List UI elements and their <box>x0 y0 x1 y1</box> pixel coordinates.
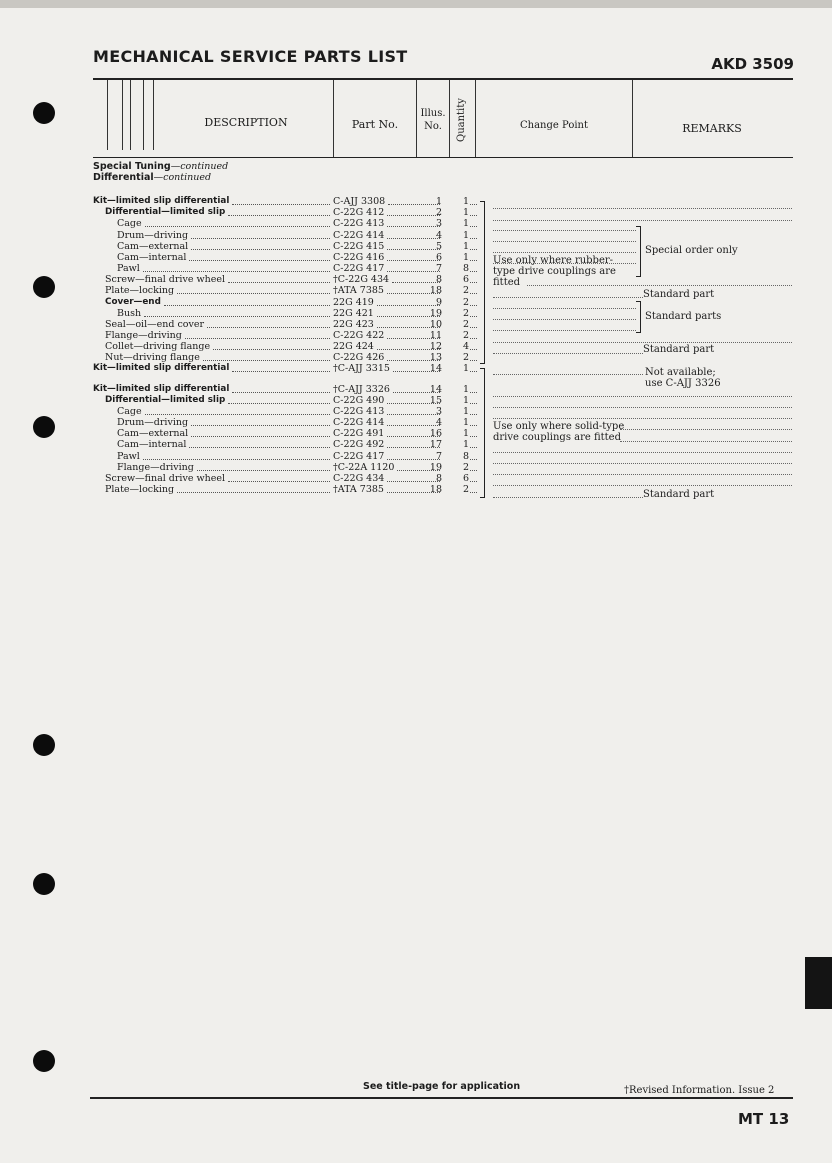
leader-dots <box>470 305 477 306</box>
illustration-number: 14 <box>429 363 442 374</box>
header-top-rule <box>93 78 793 80</box>
change-point-leader <box>493 220 792 221</box>
group-bracket <box>480 368 485 498</box>
change-point-leader <box>493 308 636 309</box>
part-description: Plate—locking <box>105 484 175 495</box>
leader-dots <box>232 371 330 372</box>
part-description: Cover—end <box>105 297 161 307</box>
part-number: 22G 424 <box>333 341 374 352</box>
part-description: Cage <box>117 406 142 417</box>
leader-dots <box>213 349 330 350</box>
change-point-leader <box>493 241 636 242</box>
part-description: Cam—internal <box>117 252 187 263</box>
leader-dots <box>144 316 330 317</box>
part-number: †ATA 7385 <box>333 484 384 495</box>
illustration-number: 8 <box>435 473 442 484</box>
part-description: Differential—limited slip <box>105 395 226 405</box>
leader-dots <box>145 414 330 415</box>
footer-revised-note: †Revised Information. Issue 2 <box>624 1085 775 1096</box>
leader-dots <box>191 249 330 250</box>
leader-dots <box>470 436 477 437</box>
change-point-text: Use only where solid-type <box>493 421 625 432</box>
remark-standard-parts: Standard parts <box>645 311 722 322</box>
illustration-number: 10 <box>429 319 442 330</box>
leader-dots <box>191 238 330 239</box>
column-rule <box>449 80 450 157</box>
change-point-leader <box>493 330 636 331</box>
illustration-number: 9 <box>435 297 442 308</box>
leader-dots <box>177 492 330 493</box>
subsection-title: Differential <box>93 172 154 183</box>
leader-dots <box>228 282 330 283</box>
leader-dots <box>177 293 330 294</box>
quantity: 2 <box>462 462 469 473</box>
header-bottom-rule <box>93 157 793 158</box>
part-description: Flange—driving <box>117 462 194 473</box>
page-number: MT 13 <box>738 1110 790 1128</box>
leader-dots <box>232 392 330 393</box>
part-number: †ATA 7385 <box>333 285 384 296</box>
part-number: 22G 421 <box>333 308 374 319</box>
part-number: 22G 419 <box>333 297 374 308</box>
illustration-number: 3 <box>435 218 442 229</box>
part-number: C-22G 412 <box>333 207 385 218</box>
leader-dots <box>470 238 477 239</box>
part-description: Kit—limited slip differential <box>93 196 230 206</box>
quantity: 6 <box>462 473 469 484</box>
leader-dots <box>232 204 330 205</box>
leader-dots <box>191 425 330 426</box>
change-point-text: Use only where rubber- <box>493 255 614 266</box>
part-number: C-22G 490 <box>333 395 385 406</box>
part-description: Plate—locking <box>105 285 175 296</box>
quantity: 4 <box>462 341 469 352</box>
table-row <box>0 330 832 341</box>
illustration-number: 19 <box>429 462 442 473</box>
change-point-text: fitted <box>493 277 521 288</box>
change-point-leader <box>493 407 792 408</box>
leader-dots <box>470 403 477 404</box>
remark-special-order: Special order only <box>645 245 738 256</box>
illustration-number: 7 <box>435 451 442 462</box>
col-header-description: DESCRIPTION <box>204 116 288 129</box>
part-number: †C-AJJ 3326 <box>333 384 390 395</box>
leader-dots <box>143 271 330 272</box>
part-description: Kit—limited slip differential <box>93 384 230 394</box>
leader-dots <box>228 481 330 482</box>
quantity: 1 <box>462 207 469 218</box>
column-rule <box>153 80 154 150</box>
part-description: Drum—driving <box>117 230 189 241</box>
change-point-leader <box>493 342 792 343</box>
quantity: 1 <box>462 196 469 207</box>
table-row <box>0 274 832 285</box>
leader-dots <box>470 447 477 448</box>
part-number: C-22G 417 <box>333 451 385 462</box>
part-description: Seal—oil—end cover <box>105 319 205 330</box>
leader-dots <box>470 215 477 216</box>
part-number: 22G 423 <box>333 319 374 330</box>
illustration-number: 4 <box>435 230 442 241</box>
change-point-leader <box>493 208 792 209</box>
illustration-number: 6 <box>435 252 442 263</box>
leader-dots <box>143 459 330 460</box>
change-point-text: type drive couplings are <box>493 266 616 277</box>
page-title: MECHANICAL SERVICE PARTS LIST <box>93 47 408 66</box>
part-description: Flange—driving <box>105 330 182 341</box>
column-rule <box>130 80 131 150</box>
change-point-leader <box>493 319 636 320</box>
quantity: 8 <box>462 263 469 274</box>
section-heading <box>93 161 228 172</box>
page-top-edge <box>0 0 832 8</box>
leader-dots <box>203 360 330 361</box>
quantity: 2 <box>462 319 469 330</box>
col-header-part-no: Part No. <box>351 118 399 131</box>
part-number: C-22G 422 <box>333 330 385 341</box>
illustration-number: 8 <box>435 274 442 285</box>
leader-dots <box>470 249 477 250</box>
illustration-number: 13 <box>429 352 442 363</box>
change-point-leader <box>493 396 792 397</box>
quantity: 8 <box>462 451 469 462</box>
quantity: 1 <box>462 395 469 406</box>
part-number: C-AJJ 3308 <box>333 196 386 207</box>
part-number: C-22G 414 <box>333 230 385 241</box>
remark-standard-part: Standard part <box>643 289 715 300</box>
quantity: 1 <box>462 218 469 229</box>
subsection-continued: —continued <box>153 172 212 183</box>
leader-dots <box>207 327 330 328</box>
part-number: C-22G 416 <box>333 252 385 263</box>
quantity: 1 <box>462 252 469 263</box>
quantity: 2 <box>462 285 469 296</box>
leader-dots <box>470 349 477 350</box>
illustration-number: 12 <box>429 341 442 352</box>
quantity: 1 <box>462 384 469 395</box>
remarks-bracket <box>636 226 641 277</box>
remark-standard-part: Standard part <box>643 489 715 500</box>
quantity: 6 <box>462 274 469 285</box>
leader-dots <box>191 436 330 437</box>
illustration-number: 1 <box>435 196 442 207</box>
change-point-leader <box>620 441 792 442</box>
part-description: Bush <box>117 308 142 319</box>
quantity: 1 <box>462 417 469 428</box>
part-number: C-22G 426 <box>333 352 385 363</box>
change-point-leader <box>620 429 792 430</box>
leader-dots <box>197 470 330 471</box>
binder-hole <box>33 873 55 895</box>
table-row <box>0 230 832 241</box>
part-description: Cam—internal <box>117 439 187 450</box>
footer-rule <box>90 1097 793 1099</box>
illustration-number: 14 <box>429 384 442 395</box>
leader-dots <box>470 470 477 471</box>
part-description: Screw—final drive wheel <box>105 274 226 285</box>
table-row <box>0 263 832 274</box>
leader-dots <box>470 226 477 227</box>
illustration-number: 15 <box>429 395 442 406</box>
column-rule <box>143 80 144 150</box>
leader-dots <box>470 293 477 294</box>
part-number: C-22G 415 <box>333 241 385 252</box>
part-description: Pawl <box>117 263 140 274</box>
part-description: Collet—driving flange <box>105 341 211 352</box>
column-rule <box>107 80 108 150</box>
remarks-bracket <box>636 301 641 333</box>
group-bracket <box>480 201 485 364</box>
change-point-leader <box>493 452 792 453</box>
part-description: Cage <box>117 218 142 229</box>
leader-dots <box>470 392 477 393</box>
leader-dots <box>189 260 330 261</box>
illustration-number: 16 <box>429 428 442 439</box>
change-point-leader <box>493 497 643 498</box>
leader-dots <box>470 338 477 339</box>
leader-dots <box>470 414 477 415</box>
part-number: C-22G 491 <box>333 428 385 439</box>
illustration-number: 18 <box>429 285 442 296</box>
remark-not-available: Not available; <box>645 367 716 378</box>
change-point-leader <box>493 252 636 253</box>
part-number: †C-22A 1120 <box>333 462 395 473</box>
quantity: 1 <box>462 439 469 450</box>
subsection-heading <box>93 172 211 183</box>
leader-dots <box>470 425 477 426</box>
part-description: Nut—driving flange <box>105 352 200 363</box>
part-description: Cam—external <box>117 428 189 439</box>
part-description: Differential—limited slip <box>105 207 226 217</box>
illustration-number: 11 <box>429 330 442 341</box>
leader-dots <box>228 403 330 404</box>
illustration-number: 17 <box>429 439 442 450</box>
part-description: Cam—external <box>117 241 189 252</box>
footer-application-note: See title-page for application <box>363 1081 521 1092</box>
part-description: Screw—final drive wheel <box>105 473 226 484</box>
change-point-leader <box>493 474 792 475</box>
illustration-number: 2 <box>435 207 442 218</box>
leader-dots <box>164 305 330 306</box>
part-number: C-22G 413 <box>333 406 385 417</box>
illustration-number: 7 <box>435 263 442 274</box>
leader-dots <box>470 271 477 272</box>
binder-hole <box>33 102 55 124</box>
column-rule <box>632 80 633 157</box>
leader-dots <box>228 215 330 216</box>
part-description: Kit—limited slip differential <box>93 363 230 373</box>
leader-dots <box>470 371 477 372</box>
leader-dots <box>470 260 477 261</box>
thumb-index-tab <box>805 957 832 1009</box>
binder-hole <box>33 1050 55 1072</box>
change-point-leader <box>493 485 792 486</box>
column-rule <box>475 80 476 157</box>
change-point-leader <box>493 297 643 298</box>
leader-dots <box>145 226 330 227</box>
binder-hole <box>33 734 55 756</box>
leader-dots <box>470 492 477 493</box>
quantity: 1 <box>462 406 469 417</box>
quantity: 1 <box>462 241 469 252</box>
quantity: 1 <box>462 428 469 439</box>
col-header-remarks: REMARKS <box>682 122 742 135</box>
leader-dots <box>470 327 477 328</box>
col-header-illus-1: Illus. <box>420 108 446 119</box>
quantity: 2 <box>462 330 469 341</box>
part-number: C-22G 492 <box>333 439 385 450</box>
change-point-leader <box>493 230 636 231</box>
leader-dots <box>470 481 477 482</box>
change-point-leader <box>493 374 643 375</box>
part-number: †C-AJJ 3315 <box>333 363 390 374</box>
quantity: 2 <box>462 484 469 495</box>
leader-dots <box>470 360 477 361</box>
change-point-leader <box>493 463 792 464</box>
part-number: C-22G 434 <box>333 473 385 484</box>
part-number: †C-22G 434 <box>333 274 390 285</box>
illustration-number: 5 <box>435 241 442 252</box>
change-point-leader <box>493 418 792 419</box>
quantity: 2 <box>462 308 469 319</box>
part-number: C-22G 414 <box>333 417 385 428</box>
illustration-number: 19 <box>429 308 442 319</box>
part-description: Drum—driving <box>117 417 189 428</box>
section-title: Special Tuning <box>93 161 171 172</box>
leader-dots <box>185 338 330 339</box>
change-point-leader <box>493 353 643 354</box>
leader-dots <box>470 282 477 283</box>
illustration-number: 18 <box>429 484 442 495</box>
col-header-quantity: Quantity <box>456 98 467 142</box>
col-header-change-point: Change Point <box>520 120 588 131</box>
remark-use-instead: use C-AJJ 3326 <box>645 378 721 389</box>
remark-standard-part: Standard part <box>643 344 715 355</box>
illustration-number: 4 <box>435 417 442 428</box>
col-header-illus-2: No. <box>424 121 442 132</box>
change-point-leader <box>527 285 792 286</box>
quantity: 2 <box>462 297 469 308</box>
quantity: 1 <box>462 230 469 241</box>
part-number: C-22G 413 <box>333 218 385 229</box>
table-row <box>0 196 832 207</box>
quantity: 2 <box>462 352 469 363</box>
change-point-text: drive couplings are fitted <box>493 432 622 443</box>
document-code: AKD 3509 <box>711 55 794 73</box>
part-description: Pawl <box>117 451 140 462</box>
column-rule <box>122 80 123 150</box>
leader-dots <box>470 204 477 205</box>
illustration-number: 3 <box>435 406 442 417</box>
part-number: C-22G 417 <box>333 263 385 274</box>
leader-dots <box>189 447 330 448</box>
quantity: 1 <box>462 363 469 374</box>
section-continued: —continued <box>170 161 229 172</box>
leader-dots <box>470 316 477 317</box>
leader-dots <box>470 459 477 460</box>
